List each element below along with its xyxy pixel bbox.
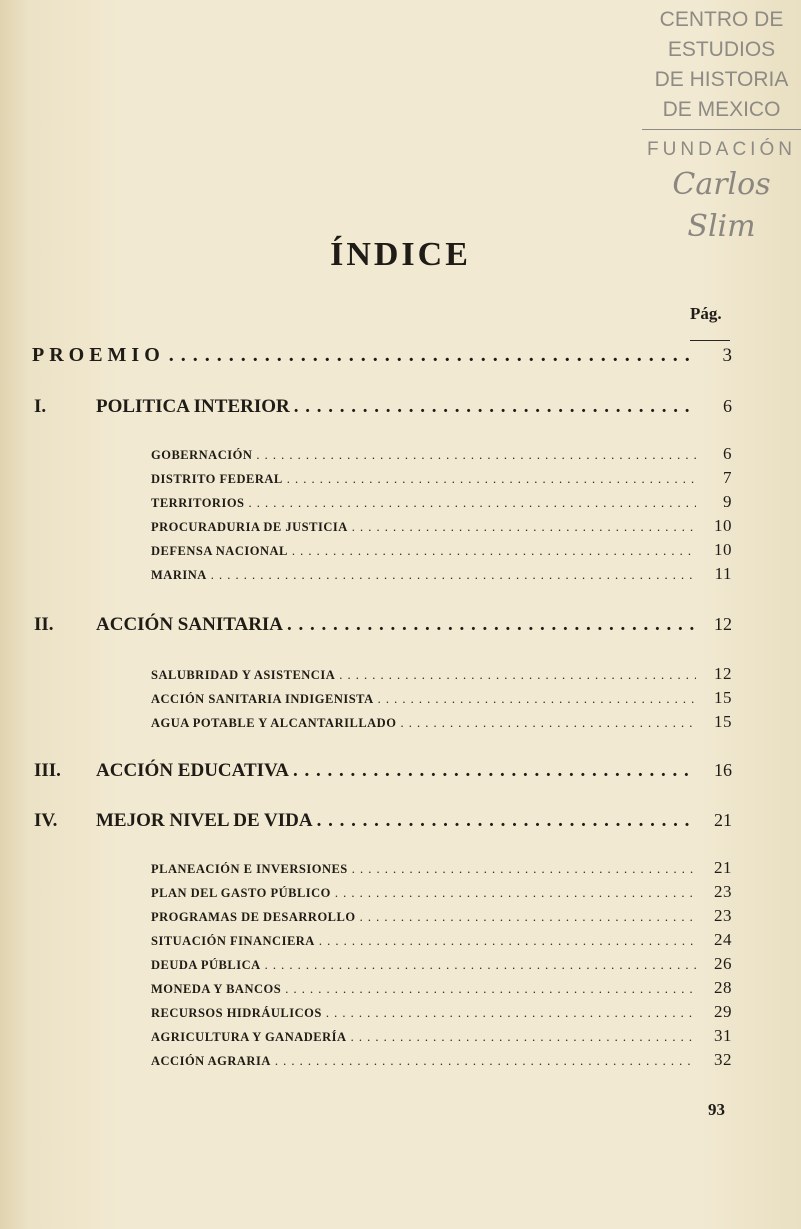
- toc-subentry: [151, 492, 732, 512]
- dot-leader: [211, 568, 696, 583]
- toc-section: [34, 614, 732, 636]
- toc-subentry: [151, 688, 732, 708]
- stamp-line-3: DE HISTORIA: [654, 68, 789, 91]
- subentry-label: AGRICULTURA Y GANADERÍA: [151, 1030, 347, 1044]
- stamp-fundacion: FUNDACIÓN: [647, 139, 796, 160]
- toc-subentry: [151, 978, 732, 998]
- subentry-label: ACCIÓN AGRARIA: [151, 1054, 271, 1068]
- subentry-label: GOBERNACIÓN: [151, 448, 253, 462]
- toc-subentry: [151, 1050, 732, 1070]
- subentry-label: SITUACIÓN FINANCIERA: [151, 934, 315, 948]
- toc-subentry: [151, 712, 732, 732]
- subentry-label: DISTRITO FEDERAL: [151, 472, 283, 486]
- section-page: 16: [714, 760, 732, 780]
- section-number: IV.: [34, 810, 58, 831]
- dot-leader: [275, 1054, 696, 1069]
- page-column-header: Pág.: [690, 304, 722, 323]
- toc-section: [34, 760, 732, 782]
- subentry-page: 23: [714, 906, 732, 925]
- stamp-line-4: DE MEXICO: [662, 98, 781, 121]
- subentry-label: PROCURADURIA DE JUSTICIA: [151, 520, 348, 534]
- toc-subentry: [151, 1026, 732, 1046]
- dot-leader: [339, 668, 696, 683]
- toc-subentry: [151, 516, 732, 536]
- stamp-divider: [642, 129, 801, 130]
- subentry-page: 24: [714, 930, 732, 949]
- dot-leader: [287, 472, 696, 487]
- toc-subentry: [151, 954, 732, 974]
- toc-subentry: [151, 540, 732, 560]
- dot-leader: [319, 934, 696, 949]
- dot-leader: [285, 982, 696, 997]
- section-label: POLITICA INTERIOR: [96, 396, 290, 417]
- toc-section: [34, 810, 732, 832]
- stamp-line-2: ESTUDIOS: [667, 38, 776, 61]
- toc-entry-label: PROEMIO: [32, 344, 165, 366]
- stamp-signature: Carlos Slim: [672, 167, 771, 244]
- subentry-page: 15: [714, 688, 732, 707]
- subentry-label: RECURSOS HIDRÁULICOS: [151, 1006, 322, 1020]
- page-number: 93: [708, 1100, 725, 1119]
- subentry-label: PROGRAMAS DE DESARROLLO: [151, 910, 356, 924]
- toc-subentry: [151, 468, 732, 488]
- dot-leader: [351, 1030, 696, 1045]
- subentry-page: 12: [714, 664, 732, 683]
- library-stamp: [642, 5, 801, 248]
- section-number: III.: [34, 760, 61, 781]
- section-label: ACCIÓN SANITARIA: [96, 614, 284, 635]
- toc-subentry: [151, 858, 732, 878]
- section-page: 21: [714, 810, 732, 830]
- toc-subentry: [151, 564, 732, 584]
- dot-leader: [400, 716, 696, 731]
- subentry-page: 29: [714, 1002, 732, 1021]
- dot-leader: [378, 692, 696, 707]
- subentry-page: 28: [714, 978, 732, 997]
- subentry-page: 11: [714, 564, 732, 583]
- subentry-label: TERRITORIOS: [151, 496, 245, 510]
- dot-leader: [256, 448, 696, 463]
- subentry-page: 10: [714, 516, 732, 535]
- subentry-label: MONEDA Y BANCOS: [151, 982, 282, 996]
- subentry-label: MARINA: [151, 568, 207, 582]
- subentry-page: 10: [714, 540, 732, 559]
- section-label: MEJOR NIVEL DE VIDA: [96, 810, 313, 831]
- dot-leader: [265, 958, 696, 973]
- stamp-line-1: CENTRO DE: [659, 8, 784, 31]
- subentry-page: 26: [714, 954, 732, 973]
- dot-leader: [326, 1006, 696, 1021]
- subentry-label: PLAN DEL GASTO PÚBLICO: [151, 886, 331, 900]
- dot-leader: [352, 520, 696, 535]
- subentry-page: 21: [714, 858, 732, 877]
- dot-leader: [360, 910, 696, 925]
- toc-section: [34, 396, 732, 418]
- dot-leader: [317, 810, 696, 832]
- dot-leader: [292, 544, 696, 559]
- subentry-page: 7: [723, 468, 732, 487]
- page-column-rule: [690, 340, 730, 341]
- subentry-page: 15: [714, 712, 732, 731]
- dot-leader: [352, 862, 696, 877]
- subentry-label: ACCIÓN SANITARIA INDIGENISTA: [151, 692, 374, 706]
- subentry-label: DEFENSA NACIONAL: [151, 544, 288, 558]
- toc-subentry: [151, 444, 732, 464]
- section-number: I.: [34, 396, 47, 417]
- dot-leader: [249, 496, 697, 511]
- toc-subentry: [151, 930, 732, 950]
- section-page: 6: [723, 396, 732, 416]
- toc-entry-proemio: [32, 344, 732, 367]
- subentry-page: 9: [723, 492, 732, 511]
- subentry-page: 6: [723, 444, 732, 463]
- subentry-label: AGUA POTABLE Y ALCANTARILLADO: [151, 716, 397, 730]
- dot-leader: [294, 396, 696, 418]
- toc-entry-page: 3: [722, 345, 732, 366]
- toc-subentry: [151, 1002, 732, 1022]
- subentry-page: 23: [714, 882, 732, 901]
- section-number: II.: [34, 614, 54, 635]
- toc-subentry: [151, 906, 732, 926]
- dot-leader: [293, 760, 696, 782]
- subentry-label: PLANEACIÓN E INVERSIONES: [151, 862, 348, 876]
- dot-leader: [287, 614, 696, 636]
- toc-subentry: [151, 664, 732, 684]
- section-page: 12: [714, 614, 732, 634]
- subentry-page: 31: [714, 1026, 732, 1045]
- subentry-label: SALUBRIDAD Y ASISTENCIA: [151, 668, 336, 682]
- dot-leader: [169, 344, 696, 367]
- page-title: ÍNDICE: [330, 236, 471, 273]
- section-label: ACCIÓN EDUCATIVA: [96, 760, 290, 781]
- toc-subentry: [151, 882, 732, 902]
- subentry-page: 32: [714, 1050, 732, 1069]
- subentry-label: DEUDA PÚBLICA: [151, 958, 261, 972]
- dot-leader: [335, 886, 696, 901]
